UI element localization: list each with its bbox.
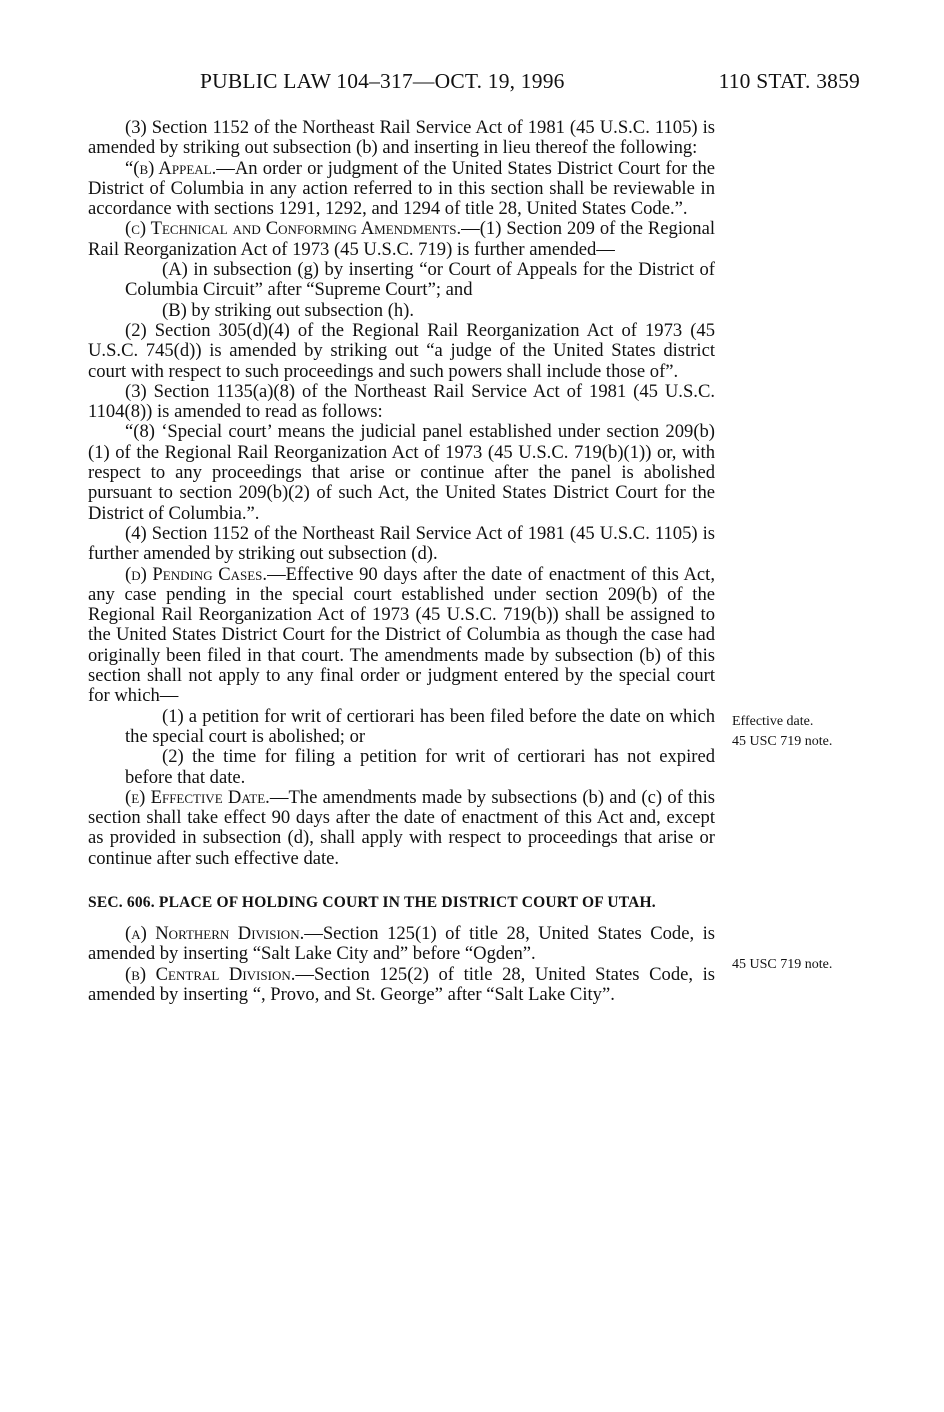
paragraph-a-northern-division: [88, 924, 715, 965]
paragraph-e-heading: (e) Effective Date.: [125, 786, 270, 808]
margin-note-effective-date: [732, 712, 832, 752]
paragraph-3-section-1152: (3) Section 1152 of the Northeast Rail Service Act of 1981 (45 U.S.C. 1105) is amended by striking out subsection (b) and inserting in lieu thereof the following:: [88, 117, 715, 159]
paragraph-c-heading: (c) Technical and Conforming Amendments.: [125, 218, 462, 240]
paragraph-b-appeal-heading: “(b) Appeal.: [125, 157, 217, 179]
paragraph-2-section-305: (2) Section 305(d)(4) of the Regional Rail Reorganization Act of 1973 (45 U.S.C. 745(d)) is amended by striking out “a judge of the United States district court with respect to such proceedings and such powers shall include those of”.: [88, 319, 715, 382]
clause-2-time-not-expired: (2) the time for filing a petition for writ of certiorari has not expired before that date.: [125, 746, 715, 788]
paragraph-b-central-text: —Section 125(2) of title 28, United States Code, is amended by inserting “, Provo, and St. George” after “Salt Lake City”.: [88, 963, 716, 1005]
paragraph-8-special-court: “(8) ‘Special court’ means the judicial panel established under section 209(b)(1) of the Regional Rail Reorganization Act of 1973 (45 U.S.C. 719(b)(1)) or, with respect to any proceedings that arise or continue after the panel is abolished pursuant to section 209(b)(2) of such Act, the United States District Court for the District of Columbia.”.: [88, 421, 715, 524]
paragraph-e-text: —The amendments made by subsections (b) and (c) of this section shall take effect 90 days after the date of enactment of this Act and, except as provided in subsection (d), shall apply with respect to proceedings that arise or continue after such effective date.: [88, 786, 715, 869]
margin-note-effective-date-label: Effective date.: [732, 714, 814, 729]
margin-note-usc-citation-2: 45 USC 719 note.: [732, 957, 833, 972]
paragraph-4-section-1152: (4) Section 1152 of the Northeast Rail Service Act of 1981 (45 U.S.C. 1105) is further amended by striking out subsection (d).: [88, 522, 715, 565]
statute-page-number: 110 STAT. 3859: [718, 69, 860, 93]
body-text: [88, 118, 715, 1005]
paragraph-d-text: —Effective 90 days after the date of enactment of this Act, any case pending in the special court established under section 209(b) of the Regional Rail Reorganization Act of 1973 (45 U.S.C. 719(b)) shall be assigned to the United States District Court for the District of Columbia as though the case had originally been filed in that court. The amendments made by subsection (b) of this section shall not apply to any final order or judgment entered by the special court for which—: [88, 563, 715, 707]
clause-a-subsection-g: (A) in subsection (g) by inserting “or Court of Appeals for the District of Columbia Circuit” after “Supreme Court”; and: [125, 259, 715, 301]
paragraph-b-central-heading: (b) Central Division.: [125, 963, 296, 985]
paragraph-c-technical-amendments: [88, 219, 715, 260]
paragraph-d-heading: (d) Pending Cases.: [125, 563, 268, 585]
paragraph-c-text: —(1) Section 209 of the Regional Rail Reorganization Act of 1973 (45 U.S.C. 719) is further amended—: [88, 218, 715, 260]
paragraph-3-section-1135: (3) Section 1135(a)(8) of the Northeast Rail Service Act of 1981 (45 U.S.C. 1104(8)) is amended to read as follows:: [88, 380, 715, 423]
paragraph-b-appeal-text: —An order or judgment of the United States District Court for the District of Columbia in any action referred to in this section shall be reviewable in accordance with sections 1291, 1292, and 1294 of title 28, United States Code.”.: [88, 157, 715, 220]
paragraph-b-appeal: [88, 159, 715, 220]
paragraph-a-text: —Section 125(1) of title 28, United States Code, is amended by inserting “Salt Lake City and” before “Ogden”.: [88, 922, 716, 965]
clause-b-subsection-h: (B) by striking out subsection (h).: [162, 299, 415, 321]
paragraph-d-pending-cases: [88, 565, 715, 707]
paragraph-b-central-division: [88, 965, 715, 1006]
margin-note-usc-citation: 45 USC 719 note.: [732, 734, 833, 749]
running-title: PUBLIC LAW 104–317—OCT. 19, 1996: [200, 69, 565, 93]
paragraph-a-heading: (a) Northern Division.: [125, 922, 305, 944]
section-606-heading: SEC. 606. PLACE OF HOLDING COURT IN THE DISTRICT COURT OF UTAH.: [88, 893, 656, 911]
paragraph-e-effective-date: [88, 788, 715, 869]
clause-1-petition-filed: (1) a petition for writ of certiorari has been filed before the date on which the special court is abolished; or: [125, 705, 715, 747]
